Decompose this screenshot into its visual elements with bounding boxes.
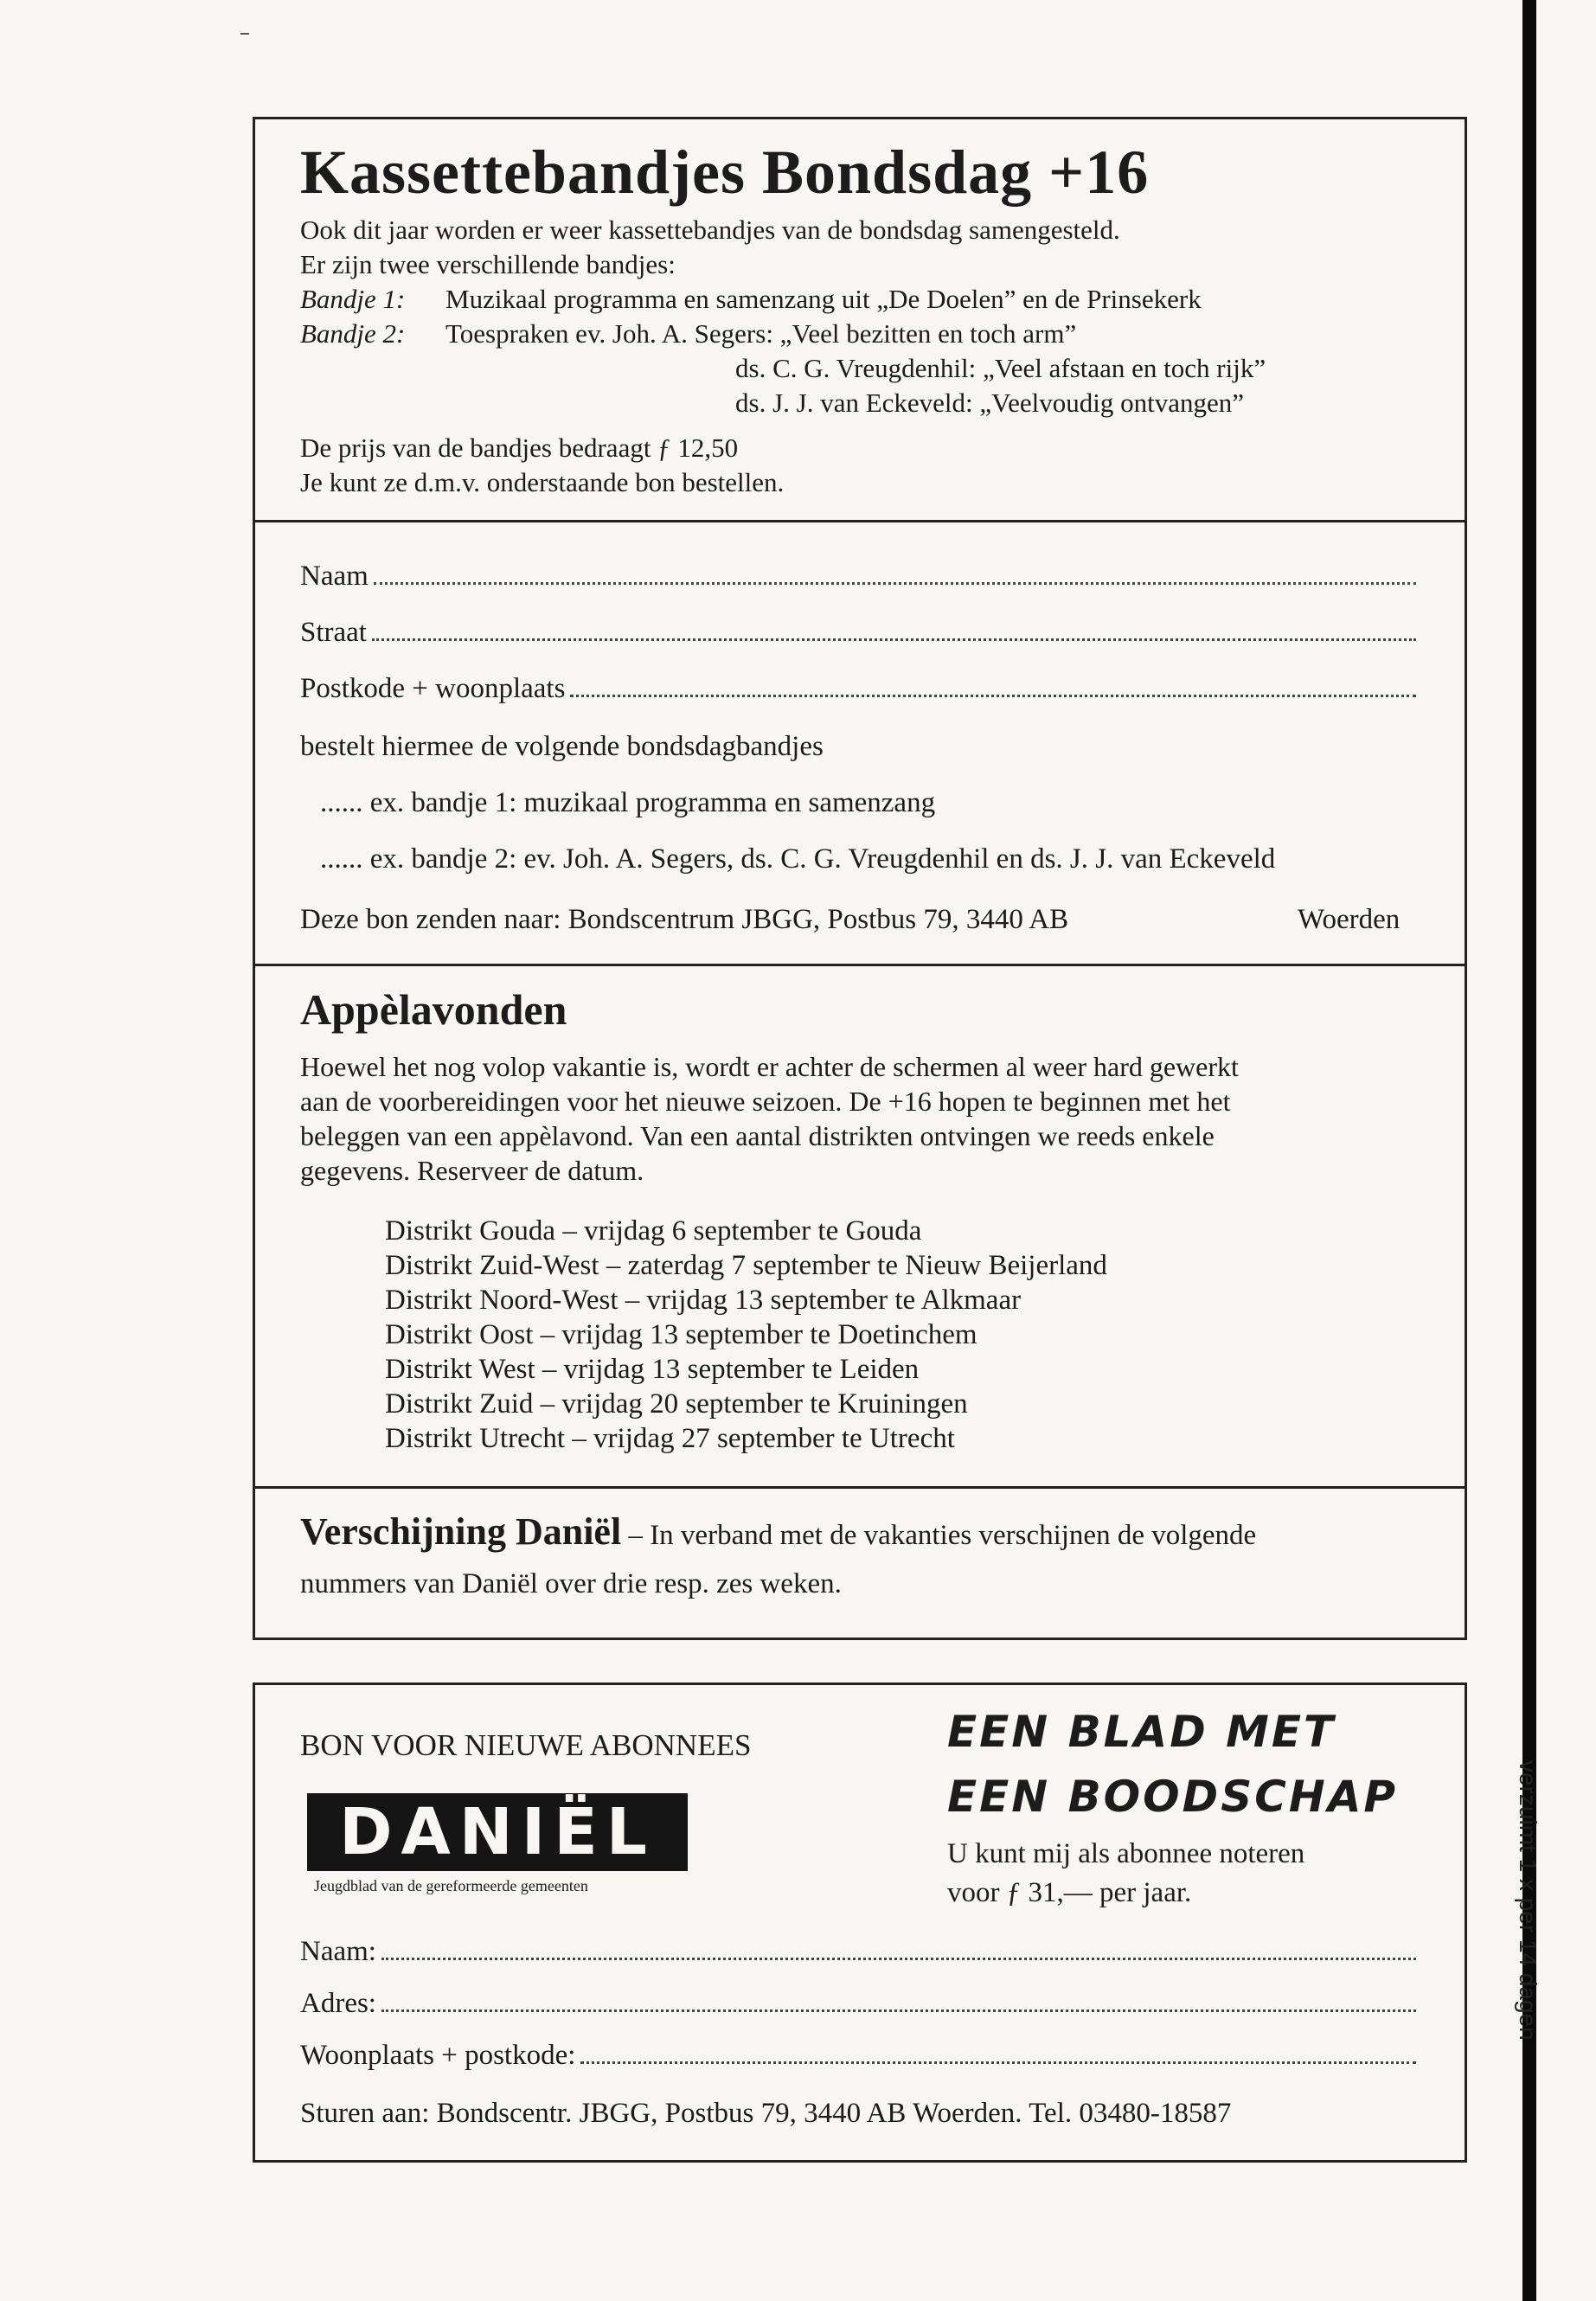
form-option-2[interactable]: ...... ex. bandje 2: ev. Joh. A. Segers, ds. C. G. Vreugdenhil en ds. J. J. van Eckeveld: [320, 843, 1276, 875]
form-street-field[interactable]: [300, 617, 1416, 649]
appel-para-1: Hoewel het nog volop vakantie is, wordt er achter de schermen al weer hard gewerkt: [300, 1051, 1239, 1082]
daniel-logo: DANIËL: [307, 1793, 688, 1871]
bandje2-label: Bandje 2:: [300, 318, 406, 349]
sub-address-field[interactable]: [300, 1988, 1416, 2020]
appel-para-3: beleggen van een appèlavond. Van een aantal distrikten ontvingen we reeds enkele: [300, 1120, 1215, 1151]
kassette-intro-2: Er zijn twee verschillende bandjes:: [300, 249, 676, 279]
kassette-order-note: Je kunt ze d.m.v. onderstaande bon bestellen.: [300, 467, 785, 497]
sub-city-label: Woonplaats + postkode:: [300, 2040, 576, 2071]
form-send-city: Woerden: [1298, 904, 1401, 935]
verschijning-text-2: nummers van Daniël over drie resp. zes weken.: [300, 1568, 842, 1599]
subscription-heading: BON VOOR NIEUWE ABONNEES: [300, 1728, 752, 1762]
daniel-logo-sub: Jeugdblad van de gereformeerde gemeenten: [314, 1877, 588, 1894]
sub-send-to: Sturen aan: Bondscentr. JBGG, Postbus 79, 3440 AB Woerden. Tel. 03480-18587: [300, 2098, 1232, 2129]
main-box: [253, 117, 1467, 1640]
bandje1-text: Muzikaal programma en samenzang uit „De Doelen” en de Prinsekerk: [445, 284, 1202, 314]
district-oost: Distrikt Oost – vrijdag 13 september te Doetinchem: [385, 1319, 977, 1350]
kassette-price: De prijs van de bandjes bedraagt ƒ 12,50: [300, 433, 739, 463]
kassette-intro-1: Ook dit jaar worden er weer kassettebandjes van de bondsdag samengesteld.: [300, 215, 1120, 245]
appel-para-4: gegevens. Reserveer de datum.: [300, 1155, 644, 1186]
bandje2-line-1: Toespraken ev. Joh. A. Segers: „Veel bezitten en toch arm”: [445, 318, 1077, 349]
verschijning-line-1: [300, 1512, 1256, 1555]
subscription-note-1: U kunt mij als abonnee noteren: [947, 1838, 1305, 1869]
sub-name-field[interactable]: [300, 1936, 1416, 1968]
form-orders-text: bestelt hiermee de volgende bondsdagbandjes: [300, 731, 824, 762]
district-zuid-west: Distrikt Zuid-West – zaterdag 7 september te Nieuw Beijerland: [385, 1250, 1107, 1281]
subscription-box: [253, 1682, 1467, 2163]
district-zuid: Distrikt Zuid – vrijdag 20 september te Kruiningen: [385, 1388, 968, 1420]
form-street-label: Straat: [300, 617, 367, 648]
page-mark: [240, 33, 249, 35]
bandje1-label: Bandje 1:: [300, 284, 406, 314]
divider: [255, 964, 1465, 966]
verschijning-title: Verschijning Daniël: [300, 1510, 622, 1553]
side-text: verzuimt 1 x per 14 dagen: [1515, 1760, 1542, 2041]
appel-para-2: aan de voorbereidingen voor het nieuwe seizoen. De +16 hopen te beginnen met het: [300, 1086, 1231, 1117]
slogan-line-2: EEN BOODSCHAP: [947, 1772, 1399, 1822]
sub-city-field[interactable]: [300, 2040, 1416, 2072]
form-option-1[interactable]: ...... ex. bandje 1: muzikaal programma en samenzang: [320, 787, 936, 818]
form-name-field[interactable]: [300, 561, 1416, 593]
sub-name-label: Naam:: [300, 1936, 376, 1967]
divider: [255, 520, 1465, 522]
district-utrecht: Distrikt Utrecht – vrijdag 27 september te Utrecht: [385, 1423, 955, 1454]
form-send-to: Deze bon zenden naar: Bondscentrum JBGG, Postbus 79, 3440 AB: [300, 904, 1069, 935]
sub-address-label: Adres:: [300, 1988, 376, 2019]
appel-title: Appèlavonden: [300, 985, 567, 1034]
bandje2-line-3: ds. J. J. van Eckeveld: „Veelvoudig ontvangen”: [735, 388, 1244, 418]
subscription-note-2: voor ƒ 31,— per jaar.: [947, 1877, 1192, 1908]
divider: [255, 1486, 1465, 1489]
district-noord-west: Distrikt Noord-West – vrijdag 13 september te Alkmaar: [385, 1285, 1022, 1316]
form-postcode-field[interactable]: [300, 673, 1416, 705]
form-name-label: Naam: [300, 561, 369, 592]
slogan-line-1: EEN BLAD MET: [947, 1707, 1336, 1757]
kassette-title: Kassettebandjes Bondsdag +16: [300, 138, 1150, 207]
district-gouda: Distrikt Gouda – vrijdag 6 september te Gouda: [385, 1215, 922, 1247]
bandje2-line-2: ds. C. G. Vreugdenhil: „Veel afstaan en toch rijk”: [735, 353, 1266, 383]
verschijning-text-1: – In verband met de vakanties verschijnen de volgende: [621, 1520, 1257, 1551]
district-west: Distrikt West – vrijdag 13 september te Leiden: [385, 1354, 920, 1385]
form-postcode-label: Postkode + woonplaats: [300, 673, 566, 704]
